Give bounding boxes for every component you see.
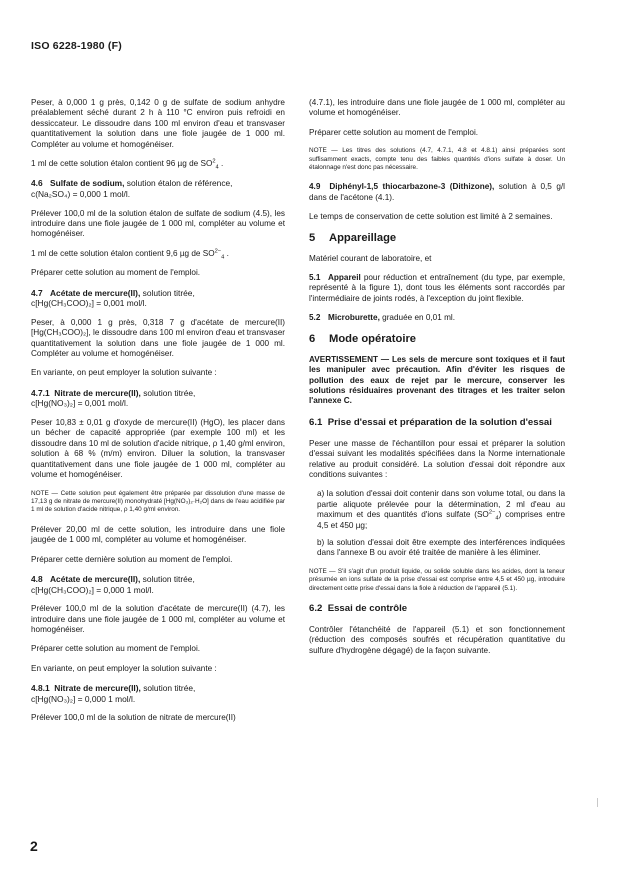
paragraph: 1 ml de cette solution étalon contient 9,6 µg de $SO^{2-}_4$ . [31, 248, 229, 261]
section-heading-6: 6 Mode opératoire [309, 332, 417, 345]
paragraph: Peser une masse de l'échantillon pour essai et préparer la solution d'essai suivant les modalités spécifiées dans la Norme internationale relative au produit considéré. La solution d'essai doit répondre aux conditions suivantes : [309, 438, 565, 479]
section-heading-5: 5 Appareillage [309, 231, 397, 244]
paragraph: Préparer cette solution au moment de l'emploi. [309, 127, 479, 137]
list-item-b: b) la solution d'essai doit être exempte des interférences indiquées dans l'annexe B ou avoir été traitée de manière à les éliminer. [317, 537, 565, 558]
section-heading-4-7: 4.7 Acétate de mercure(II), solution titrée, c[Hg(CH₃COO)₂] = 0,001 mol/l. [31, 287, 195, 309]
paragraph: Matériel courant de laboratoire, et [309, 253, 432, 263]
warning-text: AVERTISSEMENT — Les sels de mercure sont toxiques et il faut les manipuler avec précaution. Afin d'éviter les risques de pollution des eaux de rejet par le mercure, conserver les solutions résiduaires provenant des titrages et les traiter selon l'annexe C. [309, 354, 565, 406]
paragraph: Prélever 100,0 ml de la solution étalon de sulfate de sodium (4.5), les introduire dans une fiole jaugée de 1 000 ml, compléter au volume et homogénéiser. [31, 208, 285, 239]
paragraph: Peser, à 0,000 1 g près, 0,318 7 g d'acétate de mercure(II) [Hg(CH₃COO)₂], le dissoudre dans 100 ml environ d'eau et transvaser quantitativement la solution dans une fiole jaugée de 1 000 ml. Compléter au volume et homogénéiser. [31, 317, 285, 359]
note: NOTE — Cette solution peut également être préparée par dissolution d'une masse de 17,13 g de nitrate de mercure(II) monohydraté [Hg(NO₃)₂·H₂O] dans de l'eau acidifiée par 1 ml de solution d'acide nitrique, ρ 1,40 g/ml environ. [31, 489, 285, 514]
list-item-a: a) la solution d'essai doit contenir dans son volume total, ou dans la partie aliquote prélevée pour la détermination, 2 ml d'eau au maximum et des quantités d'ions sulfate $(SO^{2-}_4)$ comprises entre 4,5 et 450 µg; [317, 489, 566, 530]
section-5-2: 5.2 Microburette, graduée en 0,01 ml. [309, 313, 455, 323]
section-5-1: 5.1 Appareil pour réduction et entraînement (du type, par exemple, représenté à la figure 1), dont tous les éléments sont raccordés par l'intermédiaire de joints rodés, à l'exception du joint flexible. [309, 273, 565, 303]
section-heading-4-8-1: 4.8.1 Nitrate de mercure(II), solution titrée, c[Hg(NO₃)₂] = 0,000 1 mol/l. [31, 683, 196, 704]
note: NOTE — S'il s'agit d'un produit liquide, ou solide soluble dans les acides, dont la teneur présumée en ions sulfate de la prise d'essai est comprise entre 4,5 et 450 µg, introduire directement cette prise d'essai dans la fiole à réduction de l'appareil (5.1). [309, 567, 565, 592]
page-number: 2 [30, 838, 38, 854]
condition-list [317, 489, 565, 558]
paragraph: Peser 10,83 ± 0,01 g d'oxyde de mercure(II) (HgO), les placer dans un bécher de capacité appropriée (par exemple 100 ml) et les dissoudre dans 10 ml de solution d'acide nitrique, ρ 1,40 g/ml environ, solution à 68 % (m/m) environ. Diluer la solution, la transvaser quantitativement dans une fiole jaugée de 1 000 ml, compléter au volume et homogénéiser. [31, 418, 285, 480]
section-heading-4-8: 4.8 Acétate de mercure(II), solution titrée, c[Hg(CH₃COO)₂] = 0,000 1 mol/l. [31, 573, 195, 595]
section-heading-4-7-1: 4.7.1 Nitrate de mercure(II), solution titrée, c[Hg(NO₃)₂] = 0,001 mol/l. [31, 387, 196, 409]
paragraph: En variante, on peut employer la solution suivante : [31, 368, 217, 378]
section-heading-6-2: 6.2 Essai de contrôle [309, 603, 408, 614]
section-heading-4-6: 4.6 Sulfate de sodium, solution étalon de référence, c(Na₂SO₄) = 0,000 1 mol/l. [31, 178, 233, 200]
paragraph: (4.7.1), les introduire dans une fiole jaugée de 1 000 ml, compléter au volume et homogénéiser. [309, 98, 565, 118]
left-column [31, 98, 285, 733]
note: NOTE — Les titres des solutions (4.7, 4.7.1, 4.8 et 4.8.1) ainsi préparées sont suffisamment exacts, compte tenu des faibles quantités d'ions sulfate à doser. Un étalonnage n'est donc pas nécessaire. [309, 147, 565, 172]
paragraph: Prélever 20,00 ml de cette solution, les introduire dans une fiole jaugée de 1 000 ml, compléter au volume et homogénéiser. [31, 524, 285, 545]
paragraph: Le temps de conservation de cette solution est limité à 2 semaines. [309, 212, 553, 222]
section-4-9: 4.9 Diphényl-1,5 thiocarbazone-3 (Dithizone), solution à 0,5 g/l dans de l'acétone (4.1). [309, 182, 565, 202]
paragraph: Préparer cette solution au moment de l'emploi. [31, 644, 201, 654]
paragraph: Préparer cette dernière solution au moment de l'emploi. [31, 554, 233, 564]
paragraph: Préparer cette solution au moment de l'emploi. [31, 268, 201, 278]
paragraph: Peser, à 0,000 1 g près, 0,142 0 g de sulfate de sodium anhydre préalablement séché durant 2 h à 110 °C environ puis refroidi en dessiccateur. Le dissoudre dans 100 ml environ d'eau et transvaser quantitativement la solution dans une fiole jaugée de 1 000 ml. Compléter au volume et homogénéiser. [31, 98, 285, 149]
document-header: ISO 6228-1980 (F) [31, 40, 122, 52]
paragraph: Prélever 100,0 ml de la solution de nitrate de mercure(II) [31, 713, 236, 723]
scan-mark [597, 798, 598, 807]
paragraph: Prélever 100,0 ml de la solution d'acétate de mercure(II) (4.7), les introduire dans une fiole jaugée de 1 000 ml, compléter au volume et homogénéiser. [31, 604, 285, 634]
paragraph: En variante, on peut employer la solution suivante : [31, 663, 217, 673]
paragraph: Contrôler l'étanchéité de l'appareil (5.1) et son fonctionnement (réduction des composés soufrés et récupération quantitative du sulfure d'hydrogène dégagé) de la façon suivante. [309, 625, 565, 655]
paragraph: 1 ml de cette solution étalon contient 96 µg de $SO^2_4$ . [31, 158, 224, 171]
right-column [309, 98, 565, 665]
section-heading-6-1: 6.1 Prise d'essai et préparation de la solution d'essai [309, 416, 552, 428]
